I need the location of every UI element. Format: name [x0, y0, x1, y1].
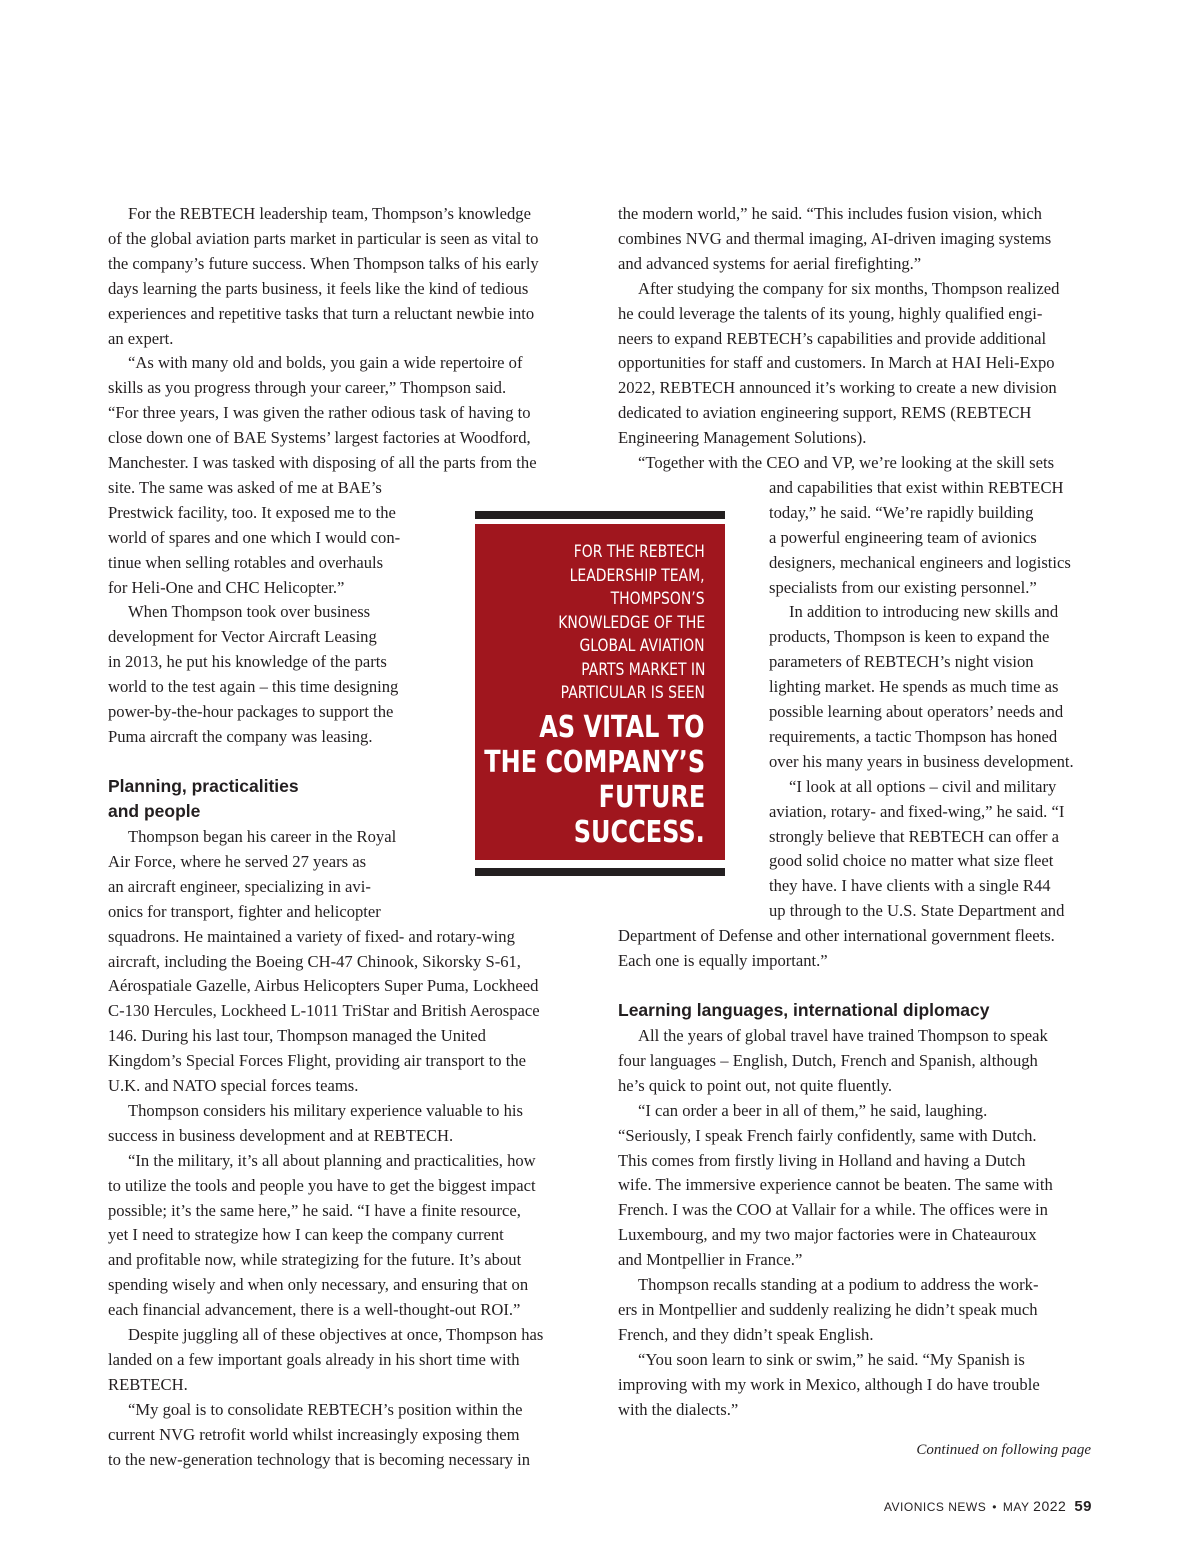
- text-line: Despite juggling all of these objectives at once, Thompson has: [128, 1325, 544, 1344]
- text-line: in 2013, he put his knowledge of the parts: [108, 652, 387, 672]
- text-line: days learning the parts business, it feels like the kind of tedious: [108, 278, 529, 298]
- text-line: This comes from firstly living in Holland and having a Dutch: [618, 1150, 1026, 1170]
- text-line: to the new-generation technology that is becoming necessary in: [108, 1449, 531, 1469]
- text-line: “In the military, it’s all about planning and practicalities, how: [128, 1150, 536, 1170]
- text-line: Each one is equally important.”: [618, 951, 828, 970]
- text-line: he’s quick to point out, not quite fluently.: [618, 1075, 893, 1095]
- text-line: power-by-the-hour packages to support the: [108, 702, 394, 721]
- text-line: up through to the U.S. State Department and: [769, 901, 1065, 921]
- text-line: current NVG retrofit world whilst increasingly exposing them: [108, 1424, 520, 1444]
- text-line: “Seriously, I speak French fairly confidently, same with Dutch.: [618, 1125, 1037, 1145]
- pullquote-line: LEADERSHIP TEAM,: [570, 565, 705, 586]
- text-line: the company’s future success. When Thompson talks of his early: [108, 253, 539, 273]
- text-line: for Heli-One and CHC Helicopter.”: [108, 577, 345, 597]
- text-line: All the years of global travel have trained Thompson to speak: [638, 1026, 1048, 1045]
- text-line: combines NVG and thermal imaging, AI-driven imaging systems: [618, 228, 1052, 248]
- pullquote-top-rule: [475, 511, 725, 519]
- text-line: close down one of BAE Systems’ largest factories at Woodford,: [108, 428, 531, 448]
- footer-month: MAY: [1002, 1500, 1030, 1514]
- text-line: and Montpellier in France.”: [618, 1250, 803, 1270]
- footer-publication: AVIONICS NEWS: [883, 1500, 987, 1514]
- text-line: French, and they didn’t speak English.: [618, 1324, 874, 1344]
- text-line: “My goal is to consolidate REBTECH’s position within the: [128, 1399, 523, 1419]
- footer-separator: •: [992, 1500, 997, 1514]
- text-line: dedicated to aviation engineering support, REMS (REBTECH: [618, 403, 1032, 423]
- text-line: improving with my work in Mexico, although I do have trouble: [618, 1374, 1040, 1394]
- text-line: Luxembourg, and my two major factories were in Chateauroux: [618, 1225, 1037, 1245]
- text-line: Aérospatiale Gazelle, Airbus Helicopters Super Puma, Lockheed: [108, 976, 539, 996]
- pullquote-line: THOMPSON’S: [611, 589, 705, 609]
- text-line: of the global aviation parts market in particular is seen as vital to: [108, 228, 539, 248]
- text-line: success in business development and at REBTECH.: [108, 1125, 454, 1145]
- text-line: “As with many old and bolds, you gain a wide repertoire of: [128, 353, 523, 373]
- text-line: products, Thompson is keen to expand the: [769, 627, 1050, 647]
- text-line: neers to expand REBTECH’s capabilities and provide additional: [618, 328, 1047, 348]
- text-line: French. I was the COO at Vallair for a while. The offices were in: [618, 1200, 1048, 1220]
- text-line: spending wisely and when only necessary, and ensuring that on: [108, 1275, 529, 1295]
- text-line: wife. The immersive experience cannot be beaten. The same with: [618, 1175, 1053, 1195]
- pullquote-line: KNOWLEDGE OF THE: [558, 612, 705, 633]
- page-number: 59: [1074, 1498, 1092, 1515]
- pullquote-emphasis-line: FUTURE: [598, 779, 705, 815]
- text-line: an aircraft engineer, specializing in avi-: [108, 876, 371, 896]
- text-line: and advanced systems for aerial firefighting.”: [618, 253, 922, 273]
- text-line: development for Vector Aircraft Leasing: [108, 627, 377, 647]
- text-line: designers, mechanical engineers and logistics: [769, 552, 1071, 572]
- text-line: world to the test again – this time designing: [108, 677, 399, 697]
- text-line: skills as you progress through your career,” Thompson said.: [108, 378, 507, 398]
- text-line: and profitable now, while strategizing for the future. It’s about: [108, 1250, 522, 1270]
- text-line: In addition to introducing new skills and: [789, 602, 1059, 622]
- text-line: parameters of REBTECH’s night vision: [769, 652, 1034, 672]
- text-line: Engineering Management Solutions).: [618, 428, 867, 448]
- text-line: Manchester. I was tasked with disposing of all the parts from the: [108, 453, 537, 472]
- text-line: Thompson recalls standing at a podium to address the work-: [638, 1275, 1039, 1294]
- pullquote-emphasis-line: THE COMPANY’S: [484, 744, 705, 780]
- text-line: ers in Montpellier and suddenly realizing he didn’t speak much: [618, 1299, 1038, 1319]
- page-footer: [884, 1498, 1092, 1515]
- pullquote-emphasis-line: SUCCESS.: [573, 814, 705, 850]
- text-line: landed on a few important goals already in his short time with: [108, 1349, 520, 1369]
- pullquote-line: PARTICULAR IS SEEN: [560, 683, 705, 703]
- text-line: yet I need to strategize how I can keep the company current: [108, 1225, 504, 1245]
- pullquote-line: FOR THE REBTECH: [574, 542, 705, 562]
- section-heading-languages: Learning languages, international diplomacy: [618, 1000, 990, 1020]
- text-line: U.K. and NATO special forces teams.: [108, 1076, 359, 1095]
- text-line: For the REBTECH leadership team, Thompson’s knowledge: [128, 204, 531, 223]
- text-line: Department of Defense and other international government fleets.: [618, 926, 1055, 946]
- text-line: and capabilities that exist within REBTECH: [769, 477, 1064, 497]
- pullquote-bottom-rule: [475, 868, 725, 876]
- text-line: experiences and repetitive tasks that turn a reluctant newbie into: [108, 303, 535, 323]
- text-line: opportunities for staff and customers. In March at HAI Heli-Expo: [618, 353, 1055, 373]
- text-line: specialists from our existing personnel.”: [769, 577, 1037, 597]
- heading-line: and people: [108, 801, 201, 821]
- text-line: good solid choice no matter what size fleet: [769, 851, 1054, 871]
- text-line: Puma aircraft the company was leasing.: [108, 726, 373, 746]
- text-line: an expert.: [108, 328, 174, 348]
- text-line: lighting market. He spends as much time as: [769, 677, 1059, 697]
- footer-year: 2022: [1033, 1498, 1067, 1514]
- text-line: REBTECH.: [108, 1374, 188, 1394]
- text-line: Prestwick facility, too. It exposed me to the: [108, 502, 396, 522]
- text-line: requirements, a tactic Thompson has honed: [769, 726, 1058, 746]
- pullquote-line: GLOBAL AVIATION: [579, 636, 705, 656]
- text-line: each financial advancement, there is a well-thought-out ROI.”: [108, 1300, 521, 1320]
- text-line: to utilize the tools and people you have to get the biggest impact: [108, 1175, 536, 1195]
- text-line: with the dialects.”: [618, 1399, 739, 1419]
- pullquote-emphasis-line: AS VITAL TO: [539, 709, 705, 745]
- continued-note: Continued on following page: [916, 1442, 1091, 1458]
- text-line: world of spares and one which I would con-: [108, 527, 401, 547]
- text-line: Thompson considers his military experience valuable to his: [128, 1100, 523, 1120]
- text-line: After studying the company for six months, Thompson realized: [638, 278, 1060, 298]
- text-line: over his many years in business development.: [769, 751, 1074, 771]
- text-line: onics for transport, fighter and helicopter: [108, 901, 381, 921]
- text-line: “I can order a beer in all of them,” he said, laughing.: [638, 1100, 988, 1120]
- text-line: “Together with the CEO and VP, we’re looking at the skill sets: [638, 453, 1055, 472]
- text-line: When Thompson took over business: [128, 602, 371, 622]
- text-line: today,” he said. “We’re rapidly building: [769, 502, 1034, 522]
- text-line: Thompson began his career in the Royal: [128, 827, 397, 846]
- pullquote-box: [475, 524, 725, 860]
- text-line: “For three years, I was given the rather odious task of having to: [108, 403, 531, 423]
- text-line: they have. I have clients with a single R44: [769, 876, 1051, 896]
- text-line: 2022, REBTECH announced it’s working to create a new division: [618, 378, 1057, 398]
- text-line: a powerful engineering team of avionics: [769, 527, 1037, 547]
- text-line: aviation, rotary- and fixed-wing,” he said. “I: [769, 801, 1065, 821]
- text-line: C-130 Hercules, Lockheed L-1011 TriStar and British Aerospace: [108, 1001, 540, 1021]
- text-line: 146. During his last tour, Thompson managed the United: [108, 1026, 486, 1046]
- pullquote-line: PARTS MARKET IN: [580, 659, 705, 680]
- text-line: “You soon learn to sink or swim,” he said. “My Spanish is: [638, 1349, 1025, 1369]
- text-line: “I look at all options – civil and military: [789, 776, 1057, 796]
- text-line: possible learning about operators’ needs and: [769, 702, 1064, 721]
- text-line: aircraft, including the Boeing CH-47 Chinook, Sikorsky S-61,: [108, 951, 521, 971]
- text-line: the modern world,” he said. “This includes fusion vision, which: [618, 204, 1042, 223]
- text-line: he could leverage the talents of its young, highly qualified engi-: [618, 303, 1043, 323]
- text-line: strongly believe that REBTECH can offer a: [769, 826, 1060, 846]
- text-line: possible; it’s the same here,” he said. “I have a finite resource,: [108, 1200, 521, 1220]
- text-line: squadrons. He maintained a variety of fixed- and rotary-wing: [108, 926, 515, 946]
- heading-line: Planning, practicalities: [108, 776, 299, 796]
- text-line: four languages – English, Dutch, French and Spanish, although: [618, 1050, 1038, 1070]
- text-line: tinue when selling rotables and overhauls: [108, 552, 384, 572]
- text-line: Kingdom’s Special Forces Flight, providing air transport to the: [108, 1051, 527, 1071]
- text-line: Air Force, where he served 27 years as: [108, 851, 367, 871]
- text-line: site. The same was asked of me at BAE’s: [108, 477, 382, 497]
